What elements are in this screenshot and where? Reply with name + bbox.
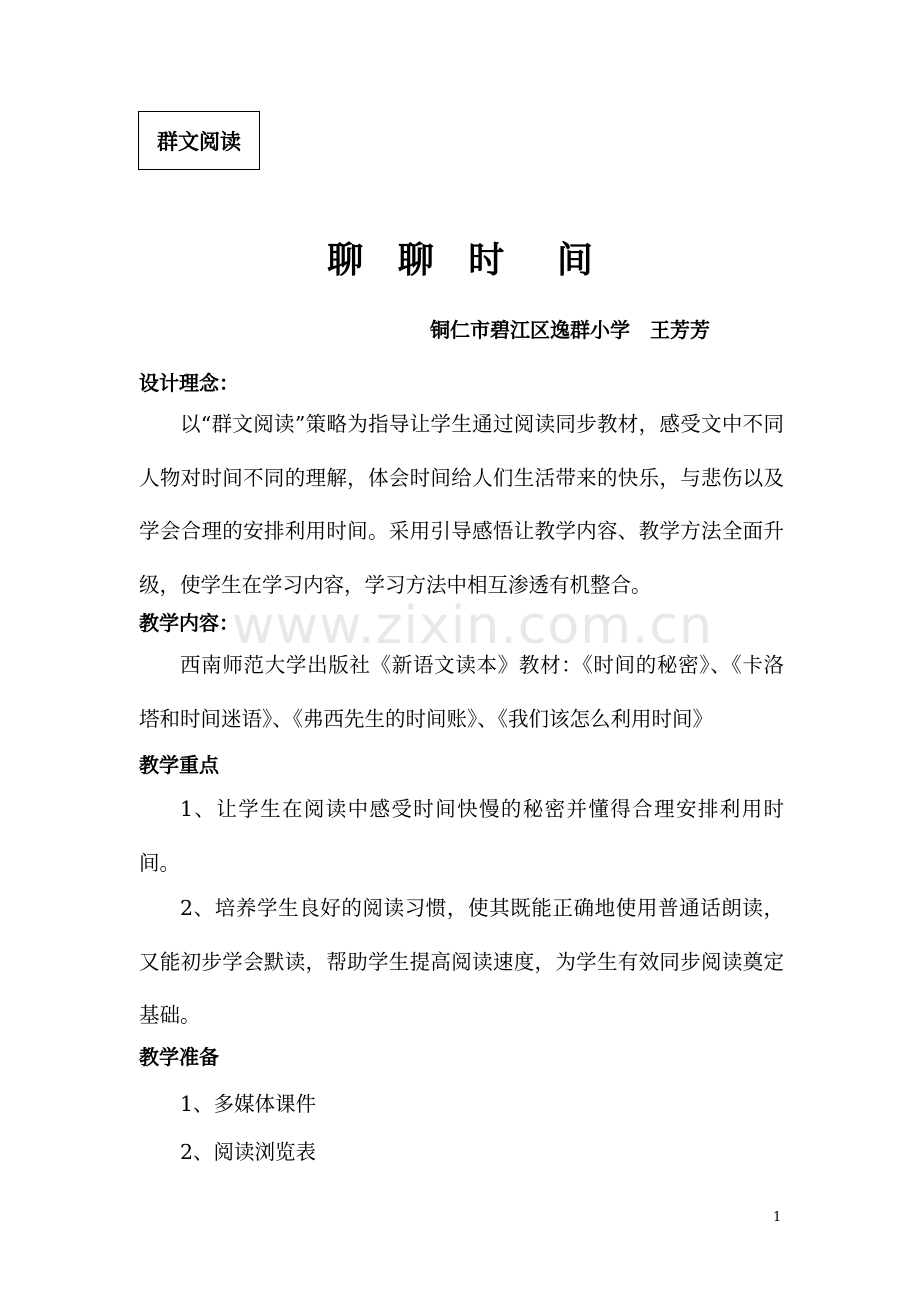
focus-item-1: 1、让学生在阅读中感受时间快慢的秘密并懂得合理安排利用时间。 bbox=[139, 797, 784, 875]
title-char: 聊 bbox=[327, 240, 364, 281]
author-line: 铜仁市碧江区逸群小学 王芳芳 bbox=[430, 318, 710, 342]
design-paragraph: 以“群文阅读”策略为指导让学生通过阅读同步教材，感受文中不同人物对时间不同的理解，体会时间给人们生活带来的快乐，与悲伤以及学会合理的安排利用时间。采用引导感悟让教学内容、教学方法全面升级，使学生在学习内容，学习方法中相互渗透有机整合。 bbox=[139, 412, 784, 597]
document-title bbox=[0, 232, 920, 283]
site-watermark: www.zixin.com.cn bbox=[232, 596, 713, 656]
genre-tag-box bbox=[138, 111, 260, 170]
design-heading: 设计理念： bbox=[139, 371, 239, 395]
prep-item-2: 2、阅读浏览表 bbox=[180, 1140, 317, 1164]
prep-heading: 教学准备 bbox=[139, 1045, 219, 1069]
focus-heading: 教学重点 bbox=[139, 753, 219, 777]
title-char: 间 bbox=[556, 240, 593, 281]
page-number: 1 bbox=[773, 1210, 782, 1225]
title-char: 时 bbox=[468, 240, 505, 281]
title-char: 聊 bbox=[397, 240, 434, 281]
content-paragraph: 西南师范大学出版社《新语文读本》教材：《时间的秘密》、《卡洛塔和时间迷语》、《弗西先生的时间账》、《我们该怎么利用时间》 bbox=[139, 653, 784, 731]
content-heading: 教学内容： bbox=[139, 611, 239, 635]
focus-item-2: 2、培养学生良好的阅读习惯，使其既能正确地使用普通话朗读，又能初步学会默读，帮助学生提高阅读速度，为学生有效同步阅读奠定基础。 bbox=[139, 896, 784, 1027]
prep-item-1: 1、多媒体课件 bbox=[180, 1092, 317, 1116]
genre-tag-label: 群文阅读 bbox=[157, 129, 241, 154]
